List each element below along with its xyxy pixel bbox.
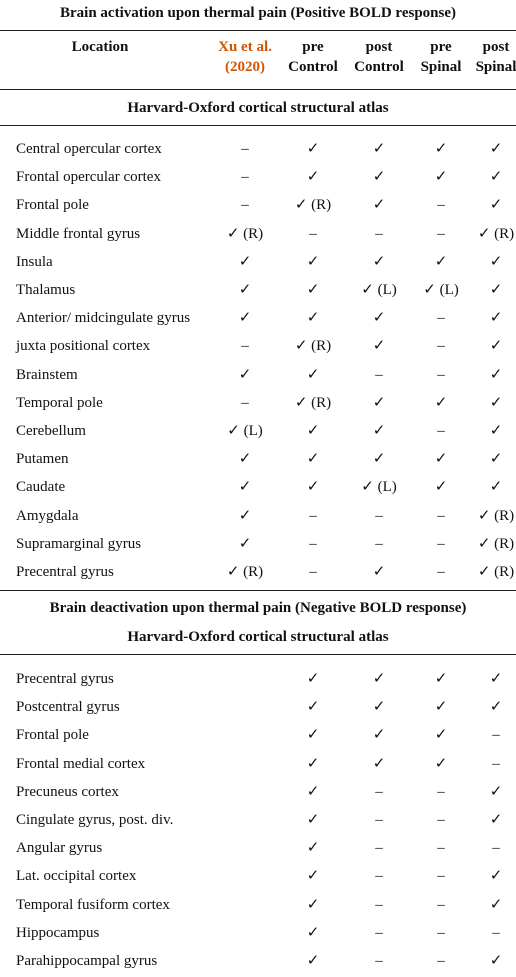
- value-cell: ✓ (R): [477, 507, 515, 524]
- table-row: [0, 530, 516, 558]
- value-cell: –: [309, 507, 317, 524]
- value-cell: ✓: [238, 535, 252, 552]
- location-cell: Precuneus cortex: [16, 783, 119, 800]
- value-cell: ✓: [306, 755, 320, 772]
- value-cell: ✓: [489, 366, 503, 383]
- value-cell: –: [437, 953, 445, 969]
- value-cell: ✓: [306, 366, 320, 383]
- value-cell: ✓: [489, 197, 503, 214]
- value-cell: ✓: [238, 366, 252, 383]
- value-cell: ✓: [306, 479, 320, 496]
- value-cell: –: [375, 507, 383, 524]
- value-cell: ✓: [489, 338, 503, 355]
- location-cell: Thalamus: [16, 282, 76, 298]
- value-cell: –: [241, 394, 249, 411]
- table-row: [0, 276, 516, 304]
- value-cell: –: [375, 366, 383, 383]
- value-cell: ✓: [434, 671, 448, 687]
- value-cell: ✓: [372, 727, 386, 744]
- value-cell: ✓: [306, 868, 320, 885]
- table-title: Brain activation upon thermal pain (Positive BOLD response): [60, 5, 456, 21]
- value-cell: –: [492, 727, 500, 744]
- table-row: [0, 834, 516, 862]
- value-cell: ✓ (R): [294, 394, 332, 411]
- value-cell: –: [437, 423, 445, 439]
- value-cell: –: [437, 310, 445, 327]
- value-cell: –: [375, 953, 383, 969]
- value-cell: ✓: [238, 507, 252, 524]
- value-cell: ✓: [489, 479, 503, 496]
- value-cell: –: [375, 812, 383, 828]
- table-row: [0, 721, 516, 749]
- location-cell: Insula: [16, 253, 53, 270]
- value-cell: –: [437, 924, 445, 941]
- value-cell: ✓: [372, 253, 386, 270]
- table-row: [0, 417, 516, 445]
- table-row: [0, 361, 516, 389]
- header-pre-control: pre Control: [288, 39, 338, 75]
- table-row: [0, 304, 516, 332]
- header-rule: [0, 89, 516, 90]
- value-cell: ✓: [489, 896, 503, 913]
- value-cell: ✓: [434, 479, 448, 496]
- value-cell: ✓: [489, 169, 503, 186]
- location-cell: Amygdala: [16, 507, 79, 524]
- value-cell: ✓: [306, 840, 320, 857]
- table-row: [0, 778, 516, 806]
- value-cell: ✓: [372, 423, 386, 439]
- value-cell: ✓: [489, 310, 503, 327]
- value-cell: ✓: [372, 564, 386, 580]
- value-cell: ✓ (R): [294, 338, 332, 355]
- value-cell: –: [241, 169, 249, 186]
- value-cell: ✓: [434, 169, 448, 186]
- table-row: [0, 445, 516, 473]
- location-cell: Postcentral gyrus: [16, 699, 120, 716]
- value-cell: ✓: [372, 671, 386, 687]
- value-cell: ✓: [372, 338, 386, 355]
- location-cell: Frontal medial cortex: [16, 755, 146, 772]
- table-row: [0, 191, 516, 219]
- header-location: Location: [71, 39, 129, 55]
- location-cell: Frontal pole: [16, 197, 89, 214]
- value-cell: ✓: [306, 783, 320, 800]
- value-cell: –: [375, 225, 383, 242]
- value-cell: ✓: [306, 423, 320, 439]
- value-cell: ✓ (R): [477, 535, 515, 552]
- deactivation-title: Brain deactivation upon thermal pain (Negative BOLD response): [49, 600, 467, 616]
- value-cell: –: [437, 812, 445, 828]
- header-post-spinal: post Spinal: [475, 39, 516, 75]
- value-cell: ✓: [489, 783, 503, 800]
- value-cell: ✓: [434, 699, 448, 716]
- location-cell: Cingulate gyrus, post. div.: [16, 812, 174, 828]
- value-cell: ✓ (L): [361, 282, 397, 298]
- table-row: [0, 693, 516, 721]
- value-cell: ✓: [489, 812, 503, 828]
- value-cell: ✓: [372, 699, 386, 716]
- location-cell: Frontal opercular cortex: [16, 169, 161, 186]
- location-cell: Anterior/ midcingulate gyrus: [16, 310, 191, 327]
- value-cell: ✓: [434, 727, 448, 744]
- table-row: [0, 919, 516, 947]
- value-cell: –: [492, 924, 500, 941]
- value-cell: ✓: [434, 141, 448, 157]
- value-cell: ✓: [306, 282, 320, 298]
- value-cell: ✓: [306, 727, 320, 744]
- value-cell: –: [437, 225, 445, 242]
- value-cell: ✓: [489, 671, 503, 687]
- value-cell: –: [309, 225, 317, 242]
- value-cell: ✓: [306, 310, 320, 327]
- table-row: [0, 473, 516, 501]
- location-cell: Temporal pole: [16, 394, 103, 411]
- location-cell: Precentral gyrus: [16, 564, 114, 580]
- value-cell: ✓: [372, 394, 386, 411]
- location-cell: Putamen: [16, 451, 69, 468]
- value-cell: ✓: [434, 755, 448, 772]
- value-cell: ✓: [489, 451, 503, 468]
- value-cell: –: [241, 197, 249, 214]
- location-cell: Middle frontal gyrus: [16, 225, 141, 242]
- table-row: [0, 947, 516, 975]
- atlas-heading-activation: Harvard-Oxford cortical structural atlas: [127, 100, 389, 116]
- value-cell: ✓ (R): [294, 197, 332, 214]
- atlas-rule-activation: [0, 125, 516, 126]
- table-row: [0, 558, 516, 586]
- value-cell: ✓: [372, 451, 386, 468]
- value-cell: ✓: [489, 868, 503, 885]
- table-row: [0, 332, 516, 360]
- value-cell: –: [437, 896, 445, 913]
- location-cell: Temporal fusiform cortex: [16, 896, 170, 913]
- value-cell: ✓: [489, 253, 503, 270]
- value-cell: ✓ (R): [226, 225, 264, 242]
- value-cell: ✓: [238, 253, 252, 270]
- value-cell: ✓ (R): [226, 564, 264, 580]
- location-cell: Parahippocampal gyrus: [16, 953, 158, 969]
- value-cell: ✓: [372, 141, 386, 157]
- table-row: [0, 220, 516, 248]
- value-cell: ✓: [489, 141, 503, 157]
- value-cell: ✓: [306, 671, 320, 687]
- value-cell: –: [375, 535, 383, 552]
- value-cell: ✓: [306, 953, 320, 969]
- value-cell: ✓: [489, 394, 503, 411]
- value-cell: ✓: [372, 310, 386, 327]
- table-row: [0, 502, 516, 530]
- value-cell: ✓: [489, 423, 503, 439]
- value-cell: ✓: [238, 479, 252, 496]
- value-cell: ✓: [306, 699, 320, 716]
- value-cell: ✓ (L): [361, 479, 397, 496]
- value-cell: –: [492, 840, 500, 857]
- value-cell: –: [241, 338, 249, 355]
- value-cell: –: [375, 924, 383, 941]
- value-cell: –: [437, 783, 445, 800]
- table-row: [0, 163, 516, 191]
- table-row: [0, 750, 516, 778]
- table-row: [0, 389, 516, 417]
- value-cell: –: [437, 338, 445, 355]
- location-cell: Precentral gyrus: [16, 671, 114, 687]
- value-cell: –: [492, 755, 500, 772]
- table-row: [0, 248, 516, 276]
- table-row: [0, 891, 516, 919]
- value-cell: –: [437, 535, 445, 552]
- location-cell: Caudate: [16, 479, 66, 496]
- atlas-heading-deactivation: Harvard-Oxford cortical structural atlas: [127, 629, 389, 645]
- location-cell: Angular gyrus: [16, 840, 103, 857]
- value-cell: ✓: [489, 699, 503, 716]
- value-cell: ✓: [489, 282, 503, 298]
- value-cell: ✓: [434, 451, 448, 468]
- value-cell: ✓ (R): [477, 225, 515, 242]
- value-cell: ✓: [238, 451, 252, 468]
- top-rule: [0, 30, 516, 31]
- value-cell: ✓: [306, 812, 320, 828]
- location-cell: Hippocampus: [16, 924, 100, 941]
- value-cell: ✓: [306, 253, 320, 270]
- location-cell: Lat. occipital cortex: [16, 868, 137, 885]
- value-cell: –: [437, 366, 445, 383]
- value-cell: –: [375, 840, 383, 857]
- location-cell: Central opercular cortex: [16, 141, 162, 157]
- header-pre-spinal: pre Spinal: [420, 39, 462, 75]
- header-post-control: post Control: [354, 39, 404, 75]
- value-cell: –: [437, 840, 445, 857]
- section-divider-rule: [0, 590, 516, 591]
- value-cell: ✓: [489, 953, 503, 969]
- value-cell: ✓ (R): [477, 564, 515, 580]
- location-cell: Frontal pole: [16, 727, 89, 744]
- location-cell: Brainstem: [16, 366, 78, 383]
- value-cell: ✓: [306, 896, 320, 913]
- value-cell: ✓: [372, 197, 386, 214]
- location-cell: Supramarginal gyrus: [16, 535, 142, 552]
- value-cell: –: [375, 896, 383, 913]
- value-cell: ✓: [306, 924, 320, 941]
- value-cell: ✓: [306, 141, 320, 157]
- value-cell: –: [375, 783, 383, 800]
- value-cell: –: [309, 564, 317, 580]
- location-cell: juxta positional cortex: [16, 338, 151, 355]
- value-cell: ✓: [372, 755, 386, 772]
- table-row: [0, 806, 516, 834]
- atlas-rule-deactivation: [0, 654, 516, 655]
- table-row: [0, 135, 516, 163]
- value-cell: –: [241, 141, 249, 157]
- location-cell: Cerebellum: [16, 423, 86, 439]
- value-cell: –: [437, 564, 445, 580]
- value-cell: ✓ (L): [423, 282, 459, 298]
- value-cell: ✓: [306, 169, 320, 186]
- value-cell: –: [437, 868, 445, 885]
- value-cell: ✓ (L): [227, 423, 263, 439]
- value-cell: –: [437, 507, 445, 524]
- value-cell: –: [437, 197, 445, 214]
- value-cell: ✓: [238, 310, 252, 327]
- value-cell: ✓: [434, 253, 448, 270]
- header-xu-2020: Xu et al. (2020): [218, 39, 272, 75]
- value-cell: –: [309, 535, 317, 552]
- value-cell: ✓: [372, 169, 386, 186]
- value-cell: –: [375, 868, 383, 885]
- value-cell: ✓: [434, 394, 448, 411]
- table-row: [0, 862, 516, 890]
- value-cell: ✓: [306, 451, 320, 468]
- table-row: [0, 665, 516, 693]
- value-cell: ✓: [238, 282, 252, 298]
